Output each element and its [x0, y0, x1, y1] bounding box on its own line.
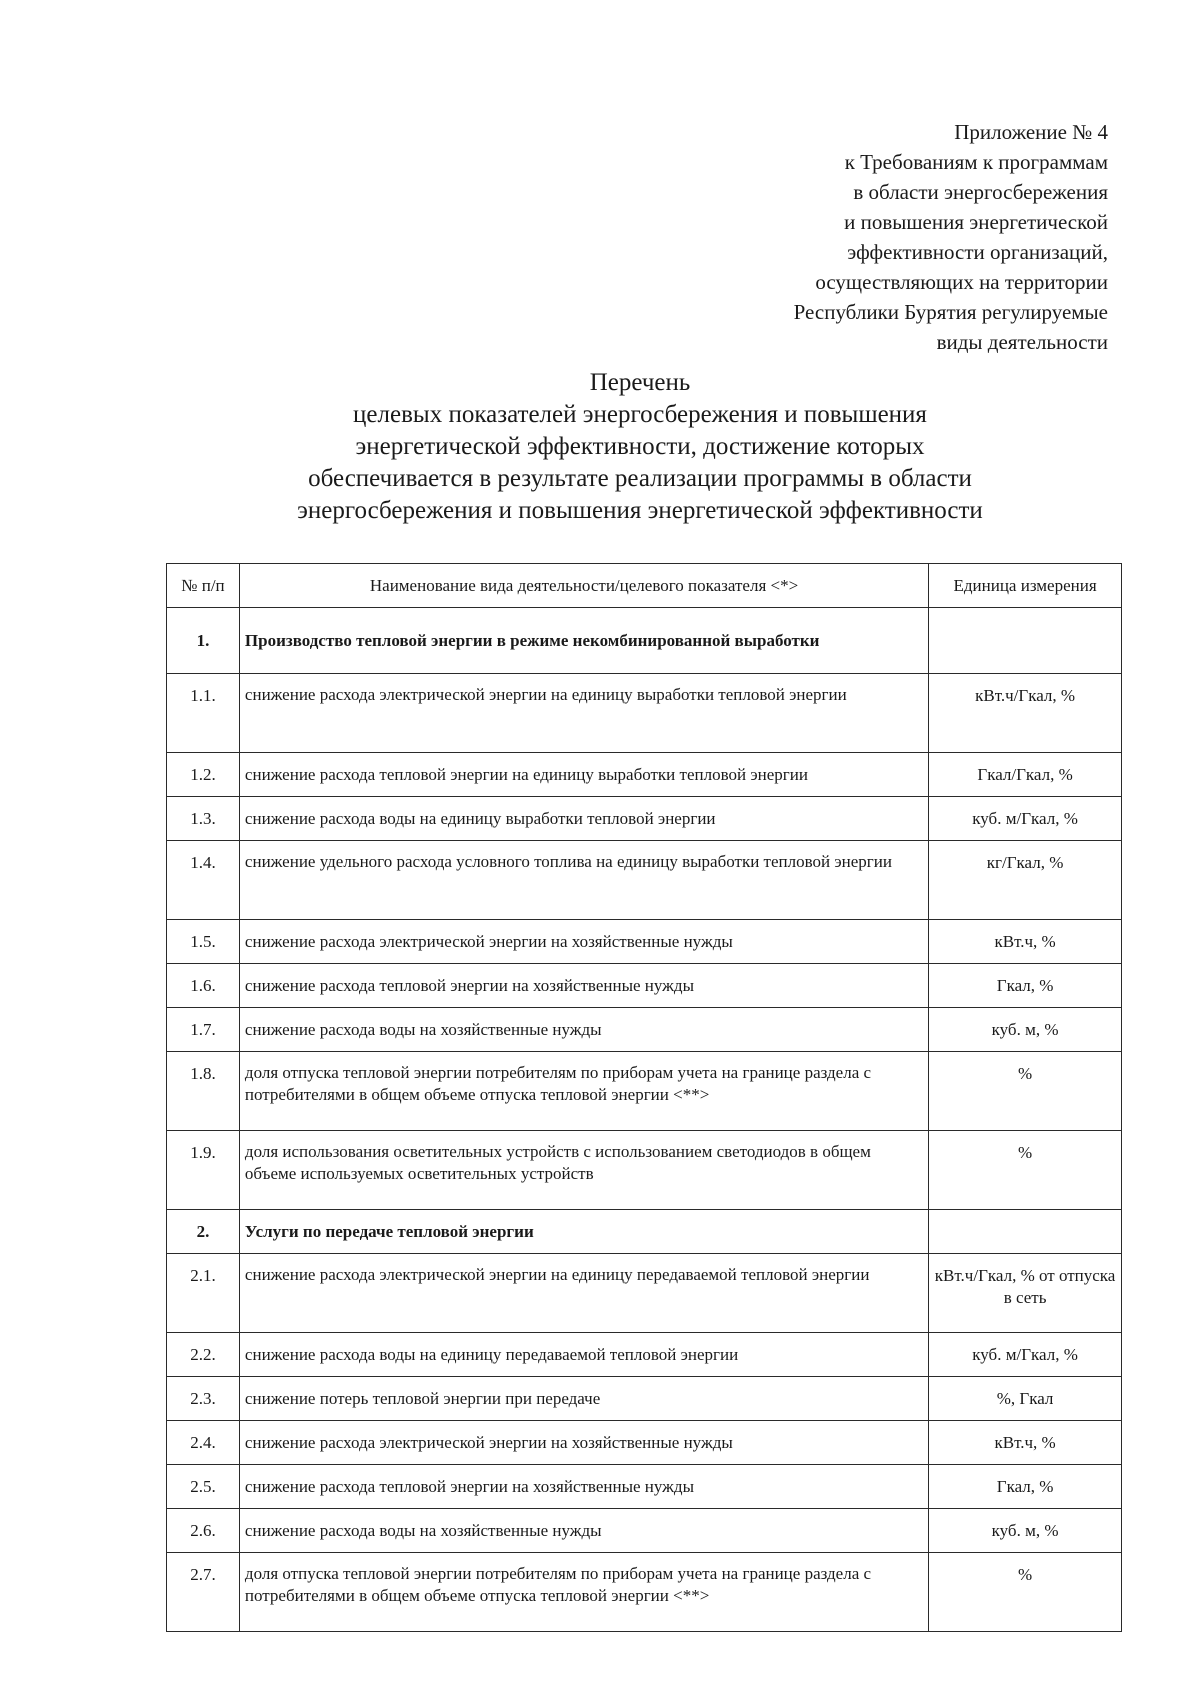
- appendix-line: эффективности организаций,: [847, 240, 1108, 264]
- row-unit: кВт.ч, %: [929, 1421, 1122, 1465]
- row-num: 2.7.: [167, 1553, 240, 1632]
- row-unit: куб. м, %: [929, 1509, 1122, 1553]
- row-name: снижение расхода электрической энергии на хозяйственные нужды: [239, 1421, 928, 1465]
- table-row: [167, 1210, 1122, 1254]
- document-title: [160, 367, 1120, 527]
- row-name: снижение расхода воды на хозяйственные нужды: [239, 1008, 928, 1052]
- appendix-line: и повышения энергетической: [844, 210, 1108, 234]
- row-num: 2.3.: [167, 1377, 240, 1421]
- row-num: 1.8.: [167, 1052, 240, 1131]
- appendix-line: Республики Бурятия регулируемые: [793, 300, 1108, 324]
- title-line: энергетической эффективности, достижение которых: [355, 433, 925, 460]
- table-row: [167, 674, 1122, 753]
- row-num: 1.1.: [167, 674, 240, 753]
- row-unit: [929, 608, 1122, 674]
- table-row: [167, 1553, 1122, 1632]
- row-name: доля отпуска тепловой энергии потребителям по приборам учета на границе раздела с потребителями в общем объеме отпуска тепловой энергии <**>: [239, 1553, 928, 1632]
- row-name: снижение расхода тепловой энергии на хозяйственные нужды: [239, 964, 928, 1008]
- row-num: 1.: [167, 608, 240, 674]
- appendix-line: Приложение № 4: [954, 120, 1108, 144]
- table-header-row: [167, 564, 1122, 608]
- row-unit: куб. м/Гкал, %: [929, 797, 1122, 841]
- table-row: [167, 1008, 1122, 1052]
- row-num: 2.4.: [167, 1421, 240, 1465]
- row-num: 1.9.: [167, 1131, 240, 1210]
- row-unit: кВт.ч/Гкал, %: [929, 674, 1122, 753]
- row-unit: кг/Гкал, %: [929, 841, 1122, 920]
- table-row: [167, 1509, 1122, 1553]
- table-row: [167, 920, 1122, 964]
- row-num: 1.6.: [167, 964, 240, 1008]
- row-name: снижение потерь тепловой энергии при передаче: [239, 1377, 928, 1421]
- table-row: [167, 1254, 1122, 1333]
- row-unit: %: [929, 1131, 1122, 1210]
- row-num: 2.1.: [167, 1254, 240, 1333]
- header-num: № п/п: [167, 564, 240, 608]
- row-unit: кВт.ч/Гкал, % от отпуска в сеть: [929, 1254, 1122, 1333]
- row-name: снижение удельного расхода условного топлива на единицу выработки тепловой энергии: [239, 841, 928, 920]
- title-line: энергосбережения и повышения энергетической эффективности: [297, 497, 983, 524]
- row-num: 2.5.: [167, 1465, 240, 1509]
- table-row: [167, 1421, 1122, 1465]
- table-row: [167, 608, 1122, 674]
- row-num: 1.5.: [167, 920, 240, 964]
- row-unit: куб. м/Гкал, %: [929, 1333, 1122, 1377]
- table-row: [167, 1052, 1122, 1131]
- row-name: снижение расхода электрической энергии на единицу выработки тепловой энергии: [239, 674, 928, 753]
- row-unit: Гкал, %: [929, 1465, 1122, 1509]
- header-unit: Единица измерения: [929, 564, 1122, 608]
- appendix-header: [588, 117, 1108, 357]
- row-num: 2.6.: [167, 1509, 240, 1553]
- row-name: снижение расхода электрической энергии на хозяйственные нужды: [239, 920, 928, 964]
- row-num: 1.7.: [167, 1008, 240, 1052]
- header-name: Наименование вида деятельности/целевого показателя <*>: [239, 564, 928, 608]
- appendix-line: к Требованиям к программам: [844, 150, 1108, 174]
- row-name: снижение расхода тепловой энергии на единицу выработки тепловой энергии: [239, 753, 928, 797]
- row-name: Производство тепловой энергии в режиме некомбинированной выработки: [239, 608, 928, 674]
- row-num: 2.: [167, 1210, 240, 1254]
- row-unit: куб. м, %: [929, 1008, 1122, 1052]
- row-unit: %, Гкал: [929, 1377, 1122, 1421]
- table-row: [167, 1131, 1122, 1210]
- row-num: 1.2.: [167, 753, 240, 797]
- row-name: Услуги по передаче тепловой энергии: [239, 1210, 928, 1254]
- row-name: доля использования осветительных устройств с использованием светодиодов в общем объеме используемых осветительных устройств: [239, 1131, 928, 1210]
- row-num: 2.2.: [167, 1333, 240, 1377]
- appendix-line: в области энергосбережения: [853, 180, 1108, 204]
- appendix-line: осуществляющих на территории: [815, 270, 1108, 294]
- table-row: [167, 964, 1122, 1008]
- title-line: Перечень: [589, 369, 691, 396]
- table-row: [167, 841, 1122, 920]
- row-name: снижение расхода воды на хозяйственные нужды: [239, 1509, 928, 1553]
- row-num: 1.3.: [167, 797, 240, 841]
- indicators-table: [166, 563, 1122, 1632]
- table-row: [167, 1333, 1122, 1377]
- table-row: [167, 797, 1122, 841]
- row-unit: %: [929, 1553, 1122, 1632]
- row-unit: [929, 1210, 1122, 1254]
- appendix-line: виды деятельности: [936, 330, 1108, 354]
- row-name: снижение расхода воды на единицу передаваемой тепловой энергии: [239, 1333, 928, 1377]
- title-line: целевых показателей энергосбережения и повышения: [353, 401, 927, 428]
- row-unit: Гкал, %: [929, 964, 1122, 1008]
- row-unit: кВт.ч, %: [929, 920, 1122, 964]
- title-line: обеспечивается в результате реализации программы в области: [308, 465, 972, 492]
- table-row: [167, 753, 1122, 797]
- row-name: снижение расхода электрической энергии на единицу передаваемой тепловой энергии: [239, 1254, 928, 1333]
- row-unit: %: [929, 1052, 1122, 1131]
- row-name: доля отпуска тепловой энергии потребителям по приборам учета на границе раздела с потребителями в общем объеме отпуска тепловой энергии <**>: [239, 1052, 928, 1131]
- row-name: снижение расхода тепловой энергии на хозяйственные нужды: [239, 1465, 928, 1509]
- row-num: 1.4.: [167, 841, 240, 920]
- row-unit: Гкал/Гкал, %: [929, 753, 1122, 797]
- table-row: [167, 1465, 1122, 1509]
- table-row: [167, 1377, 1122, 1421]
- row-name: снижение расхода воды на единицу выработки тепловой энергии: [239, 797, 928, 841]
